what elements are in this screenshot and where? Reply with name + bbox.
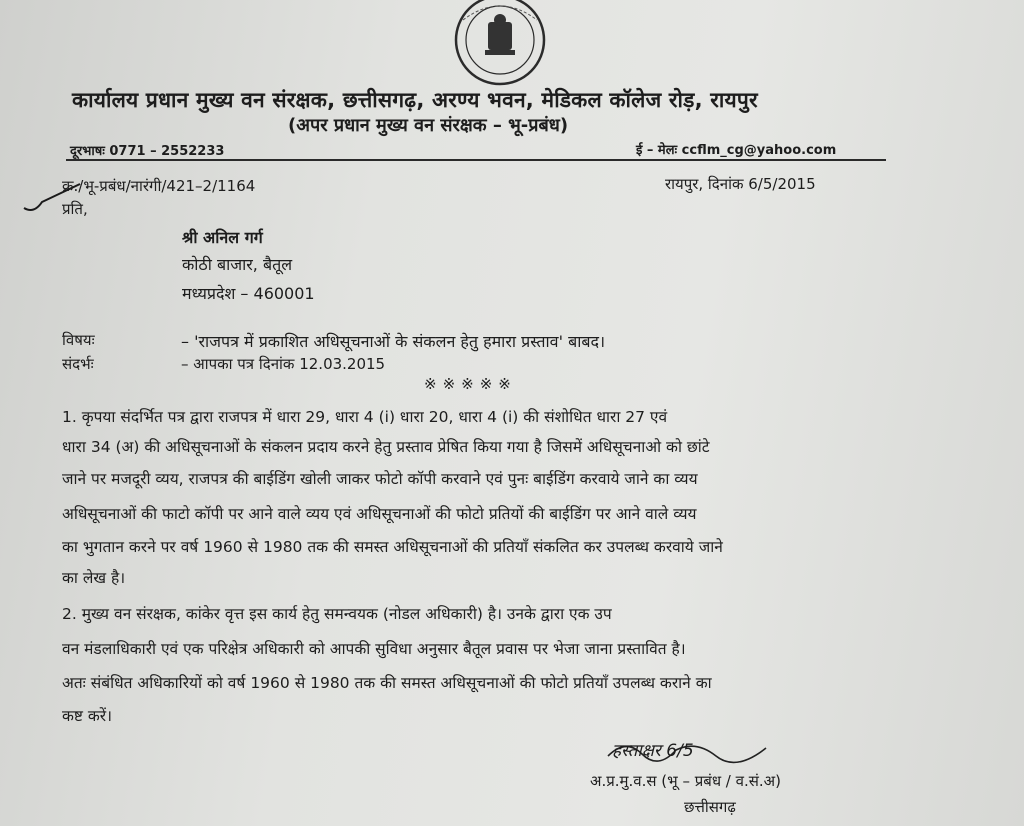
office-subheading: (अपर प्रधान मुख्य वन संरक्षक – भू-प्रबंध): [288, 115, 569, 136]
paragraph-1-line: अधिसूचनाओं की फाटो कॉपी पर आने वाले व्यय एवं अधिसूचनाओं की फोटो प्रतियों की बाईडिंग पर आने वाले व्यय: [62, 505, 697, 523]
subject-label: विषयः: [62, 331, 95, 349]
letter-date: रायपुर, दिनांक 6/5/2015: [665, 175, 816, 193]
paragraph-1-line: 1. कृपया संदर्भित पत्र द्वारा राजपत्र में धारा 29, धारा 4 (i) धारा 20, धारा 4 (i) की संशोधित धारा 27 एवं: [62, 408, 668, 426]
to-label: प्रति,: [62, 200, 88, 218]
signatory-designation: अ.प्र.मु.व.स (भू – प्रबंध / व.सं.अ): [590, 772, 781, 790]
state-emblem-seal: [441, 0, 559, 96]
paragraph-1-line: का लेख है।: [62, 569, 126, 587]
paragraph-2-line: वन मंडलाधिकारी एवं एक परिक्षेत्र अधिकारी को आपकी सुविधा अनुसार बैतूल प्रवास पर भेजा जाना प्रस्तावित है।: [62, 640, 686, 658]
reference-number: क्र./भू-प्रबंध/नारंगी/421–2/1164: [62, 177, 256, 195]
paragraph-2-line: अतः संबंधित अधिकारियों को वर्ष 1960 से 1980 तक की समस्त अधिसूचनाओं की फोटो प्रतियाँ उपलब्ध कराने का: [62, 674, 712, 692]
header-divider: [66, 159, 886, 161]
handwritten-signature: हस्ताक्षर 6/5: [612, 741, 694, 761]
signatory-state: छत्तीसगढ़: [684, 798, 736, 816]
paragraph-1-line: जाने पर मजदूरी व्यय, राजपत्र की बाईडिंग खोली जाकर फोटो कॉपी करवाने एवं पुनः बाईडिंग करवाये जाने का व्यय: [62, 470, 698, 488]
recipient-name: श्री अनिल गर्ग: [182, 228, 263, 247]
separator-stars: ※※※※※: [424, 375, 517, 393]
recipient-address-line2: मध्यप्रदेश – 460001: [182, 284, 315, 303]
paragraph-2-line: 2. मुख्य वन संरक्षक, कांकेर वृत्त इस कार्य हेतु समन्वयक (नोडल अधिकारी) है। उनके द्वारा एक उप: [62, 605, 612, 623]
office-heading: कार्यालय प्रधान मुख्य वन संरक्षक, छत्तीसगढ़, अरण्य भवन, मेडिकल कॉलेज रोड़, रायपुर: [72, 88, 758, 112]
paragraph-1-line: धारा 34 (अ) की अधिसूचनाओं के संकलन प्रदाय करने हेतु प्रस्ताव प्रेषित किया गया है जिसमें अधिसूचनाओ को छांटे: [62, 438, 710, 456]
paragraph-1-line: का भुगतान करने पर वर्ष 1960 से 1980 तक की समस्त अधिसूचनाओं की प्रतियाँ संकलित कर उपलब्ध करवाये जाने: [62, 538, 723, 556]
email-address: ई – मेलः ccflm_cg@yahoo.com: [636, 143, 837, 158]
subject-text: – 'राजपत्र में प्रकाशित अधिसूचनाओं के संकलन हेतु हमारा प्रस्ताव' बाबद।: [181, 332, 606, 351]
reference-label: संदर्भः: [62, 355, 94, 373]
phone-number: दूरभाषः 0771 – 2552233: [70, 144, 225, 159]
reference-text: – आपका पत्र दिनांक 12.03.2015: [181, 355, 386, 373]
paragraph-2-line: कष्ट करें।: [62, 707, 113, 725]
recipient-address-line1: कोठी बाजार, बैतूल: [182, 255, 293, 274]
